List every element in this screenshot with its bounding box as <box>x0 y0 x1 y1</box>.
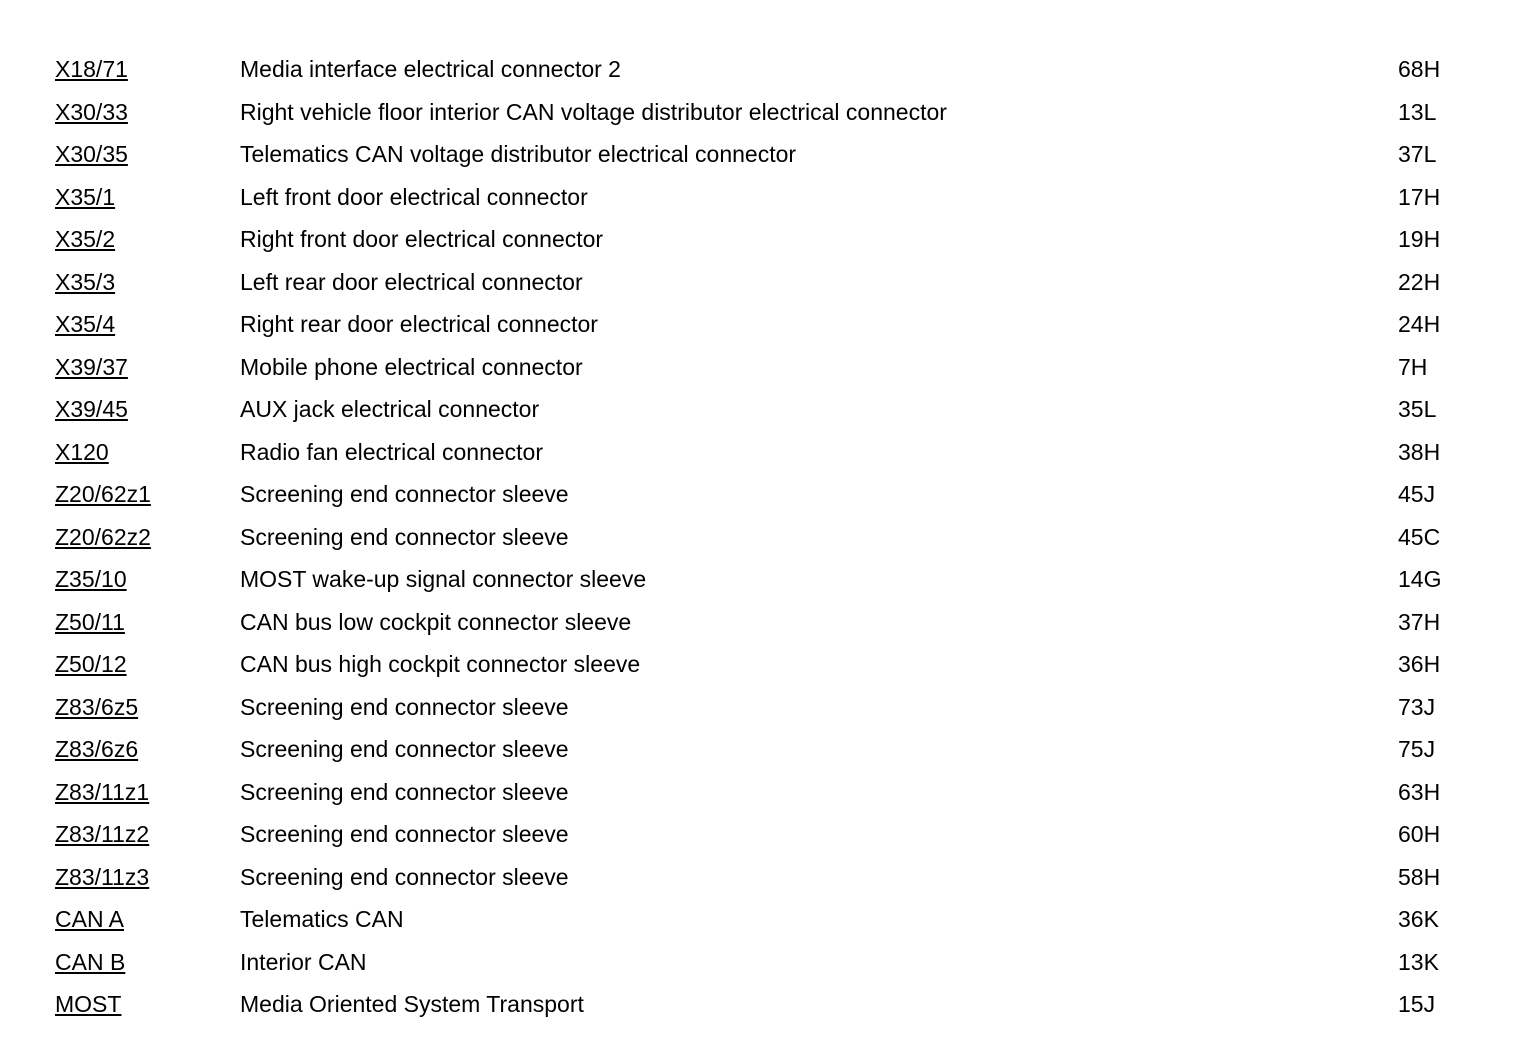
grid-location: 17H <box>1398 183 1441 210</box>
component-description: Interior CAN <box>240 948 367 975</box>
grid-location: 14G <box>1398 566 1442 592</box>
grid-location: 7H <box>1398 353 1428 380</box>
component-code-link[interactable]: X18/71 <box>55 56 128 82</box>
grid-location: 63H <box>1398 778 1441 805</box>
component-description: Screening end connector sleeve <box>240 481 569 507</box>
component-code-link[interactable]: Z20/62z1 <box>55 481 151 507</box>
component-description: Radio fan electrical connector <box>240 438 543 465</box>
grid-location: 19H <box>1398 226 1441 252</box>
legend-row <box>0 133 1520 176</box>
legend-row <box>0 728 1520 771</box>
component-description: Telematics CAN <box>240 906 404 932</box>
component-code-link[interactable]: X30/35 <box>55 141 128 167</box>
component-description: Screening end connector sleeve <box>240 693 569 720</box>
component-code-link[interactable]: Z83/11z2 <box>55 821 150 847</box>
grid-location: 13L <box>1398 98 1437 125</box>
component-code-link[interactable]: Z50/11 <box>55 608 125 635</box>
legend-row <box>0 686 1520 729</box>
component-description: Mobile phone electrical connector <box>240 353 583 380</box>
component-description: CAN bus low cockpit connector sleeve <box>240 608 632 635</box>
component-description: Left front door electrical connector <box>240 183 588 210</box>
grid-location: 37H <box>1398 608 1441 635</box>
component-code-link[interactable]: X35/2 <box>55 226 116 252</box>
component-code-link[interactable]: Z20/62z2 <box>55 523 151 550</box>
component-description: Media interface electrical connector 2 <box>240 56 621 82</box>
component-description: Screening end connector sleeve <box>240 523 569 550</box>
grid-location: 15J <box>1398 991 1436 1017</box>
component-code-link[interactable]: Z35/10 <box>55 566 127 592</box>
grid-location: 22H <box>1398 268 1441 295</box>
component-description: Telematics CAN voltage distributor electrical connector <box>240 141 797 167</box>
component-code-link[interactable]: X120 <box>55 438 109 465</box>
component-code-link[interactable]: Z83/11z1 <box>55 778 150 805</box>
grid-location: 75J <box>1398 736 1436 762</box>
grid-location: 36K <box>1398 906 1439 932</box>
component-code-link[interactable]: X30/33 <box>55 98 128 125</box>
legend-row <box>0 91 1520 134</box>
component-description: Right front door electrical connector <box>240 226 604 252</box>
grid-location: 68H <box>1398 56 1441 82</box>
component-description: Media Oriented System Transport <box>240 991 584 1017</box>
legend-row <box>0 388 1520 431</box>
component-description: MOST wake-up signal connector sleeve <box>240 566 647 592</box>
legend-row <box>0 261 1520 304</box>
component-description: AUX jack electrical connector <box>240 396 540 422</box>
component-code-link[interactable]: X39/45 <box>55 396 128 422</box>
component-description: CAN bus high cockpit connector sleeve <box>240 651 641 677</box>
component-code-link[interactable]: Z83/6z5 <box>55 693 139 720</box>
grid-location: 58H <box>1398 863 1441 890</box>
legend-row <box>0 643 1520 686</box>
component-legend-table <box>0 48 1520 1026</box>
component-code-link[interactable]: CAN B <box>55 948 126 975</box>
grid-location: 60H <box>1398 821 1441 847</box>
legend-row <box>0 941 1520 984</box>
grid-location: 35L <box>1398 396 1437 422</box>
component-description: Right rear door electrical connector <box>240 311 598 337</box>
legend-row <box>0 473 1520 516</box>
component-code-link[interactable]: MOST <box>55 991 122 1017</box>
legend-row <box>0 983 1520 1026</box>
legend-row <box>0 48 1520 91</box>
grid-location: 45C <box>1398 523 1441 550</box>
legend-row <box>0 218 1520 261</box>
grid-location: 37L <box>1398 141 1437 167</box>
component-code-link[interactable]: X39/37 <box>55 353 128 380</box>
component-code-link[interactable]: Z83/11z3 <box>55 863 150 890</box>
legend-row <box>0 813 1520 856</box>
component-code-link[interactable]: X35/4 <box>55 311 116 337</box>
legend-row <box>0 176 1520 219</box>
grid-location: 36H <box>1398 651 1441 677</box>
legend-row <box>0 516 1520 559</box>
grid-location: 13K <box>1398 948 1439 975</box>
component-description: Left rear door electrical connector <box>240 268 583 295</box>
legend-row <box>0 771 1520 814</box>
component-code-link[interactable]: X35/3 <box>55 268 116 295</box>
grid-location: 38H <box>1398 438 1441 465</box>
grid-location: 45J <box>1398 481 1436 507</box>
component-description: Screening end connector sleeve <box>240 863 569 890</box>
legend-row <box>0 898 1520 941</box>
component-code-link[interactable]: X35/1 <box>55 183 116 210</box>
legend-row <box>0 601 1520 644</box>
component-description: Screening end connector sleeve <box>240 821 569 847</box>
legend-row <box>0 346 1520 389</box>
legend-row <box>0 431 1520 474</box>
legend-row <box>0 303 1520 346</box>
legend-row <box>0 558 1520 601</box>
legend-row <box>0 856 1520 899</box>
component-code-link[interactable]: CAN A <box>55 906 125 932</box>
component-code-link[interactable]: Z83/6z6 <box>55 736 139 762</box>
grid-location: 24H <box>1398 311 1441 337</box>
component-description: Screening end connector sleeve <box>240 778 569 805</box>
component-description: Screening end connector sleeve <box>240 736 569 762</box>
grid-location: 73J <box>1398 693 1436 720</box>
component-code-link[interactable]: Z50/12 <box>55 651 127 677</box>
component-description: Right vehicle floor interior CAN voltage distributor electrical connector <box>240 98 947 125</box>
